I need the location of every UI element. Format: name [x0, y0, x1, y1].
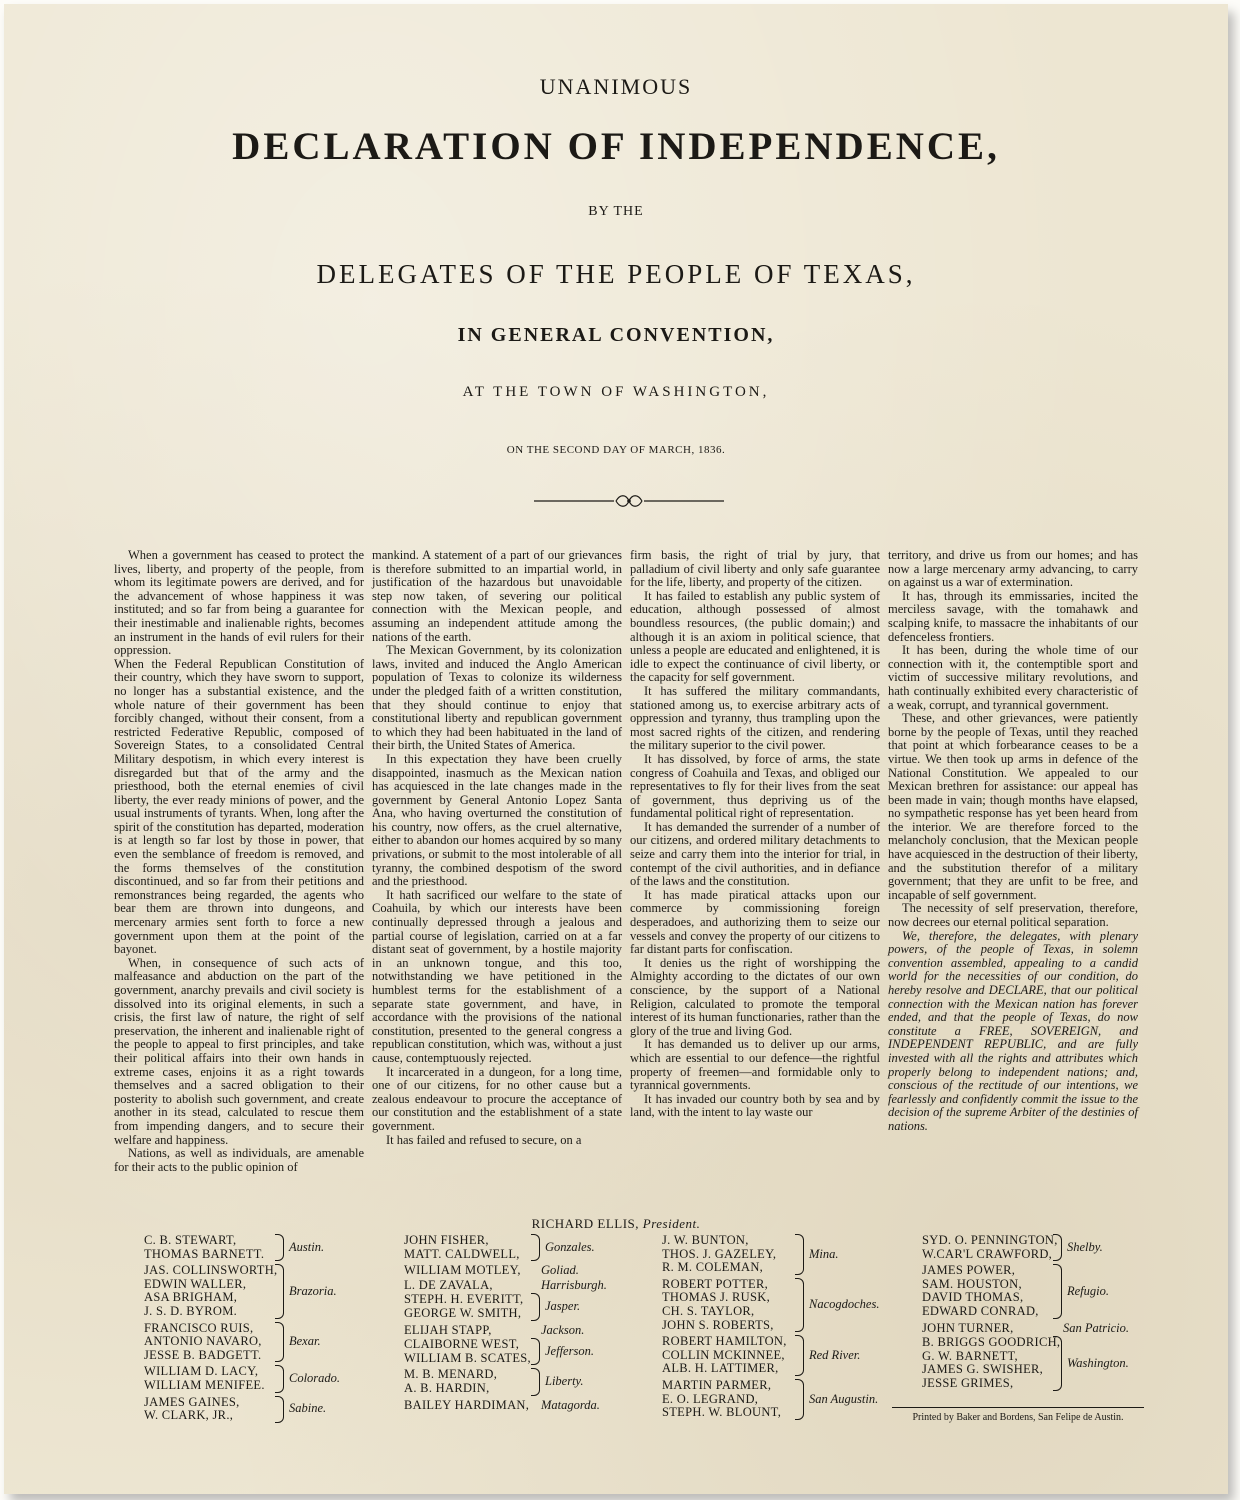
signer-names	[144, 1396, 374, 1423]
delegate-place: Shelby.	[1067, 1239, 1103, 1254]
signer-name: WILLIAM MOTLEY,	[404, 1263, 521, 1278]
header-delegates: DELEGATES OF THE PEOPLE OF TEXAS,	[316, 259, 916, 289]
header-town: AT THE TOWN OF WASHINGTON,	[462, 384, 770, 400]
signer-name: EDWARD CONRAD,	[922, 1303, 1039, 1318]
paragraph: It has invaded our country both by sea and by land, with the intent to lay waste our	[630, 1091, 880, 1120]
signature-group	[404, 1234, 634, 1261]
signer-name: MATT. CALDWELL,	[404, 1246, 520, 1261]
delegate-place: Nacogdoches.	[809, 1297, 880, 1312]
paragraph: It hath sacrificed our welfare to the state of Coahuila, by which our interests have been continually depressed through a jealous and partial course of legislation, carried on at a far distant seat of government, by a hostile majority in an unknown tongue, and this too, notwithstanding we have petitioned in the humblest terms for the establishment of a separate state government, and have, in accordance with the provisions of the national constitution, presented to the general congress a republican constitution, which was, without a just cause, contemptuously rejected.	[372, 887, 622, 1065]
signer-name: R. M. COLEMAN,	[662, 1260, 764, 1275]
paragraph: When, in consequence of such acts of malfeasance and abduction on the part of the government, anarchy prevails and civil society is dissolved into its original elements, in such a crisis, the first law of nature, the right of self preservation, the inherent and inalienable right of the people to appeal to first principles, and take their political affairs into their own hands in extreme cases, enjoins it as a right towards themselves and a sacred obligation to their posterity to abolish such government, and create another in its stead, calculated to rescue them from impending dangers, and to secure their welfare and happiness.	[114, 955, 364, 1147]
signature-group	[144, 1396, 374, 1423]
signer-name: A. B. HARDIN,	[404, 1380, 490, 1395]
signer-name: B. BRIGGS GOODRICH,	[922, 1335, 1061, 1350]
signature-group	[404, 1338, 634, 1365]
paragraph: territory, and drive us from our homes; and has now a large mercenary army advancing, to carry on against us a war of extermination.	[888, 548, 1138, 590]
delegate-place: Colorado.	[289, 1371, 341, 1386]
delegate-place: Jasper.	[545, 1299, 581, 1314]
signature-group	[404, 1399, 634, 1413]
signer-name: L. DE ZAVALA,	[404, 1277, 493, 1292]
paragraph: It has been, during the whole time of our connection with it, the contemptible sport and victim of successive military revolutions, and hath continually exhibited every characteristic of a weak, corrupt, and tyrannical government.	[888, 643, 1138, 712]
brace-icon	[795, 1335, 804, 1376]
signature-group	[662, 1335, 892, 1376]
brace-icon	[1053, 1264, 1062, 1318]
paragraph: mankind. A statement of a part of our grievances is therefore submitted to an impartial world, in justification of the hazardous but unavoidable step now taken, of severing our political connection with the Mexican people, and assuming an independent attitude among the nations of the earth.	[372, 548, 622, 644]
delegate-place: Jefferson.	[545, 1343, 594, 1358]
signature-group	[662, 1234, 892, 1275]
signature-group	[404, 1293, 634, 1320]
delegate-place: Matagorda.	[541, 1397, 600, 1412]
signature-group	[144, 1234, 374, 1261]
brace-icon	[1053, 1234, 1062, 1261]
signer-name: ANTONIO NAVARO,	[144, 1334, 262, 1349]
signer-name: WILLIAM D. LACY,	[144, 1364, 259, 1379]
signer-names	[404, 1264, 634, 1278]
brace-icon	[531, 1234, 540, 1261]
body-column-4	[888, 549, 1138, 1134]
delegate-place: Refugio.	[1067, 1283, 1110, 1298]
paragraph: It has failed and refused to secure, on a	[386, 1132, 582, 1147]
brace-icon	[1053, 1336, 1062, 1390]
signer-name: ALB. H. LATTIMER,	[662, 1361, 779, 1376]
paragraph: It has demanded us to deliver up our arms, which are essential to our defence—the rightful property of freemen—and formidable only to tyrannical governments.	[630, 1037, 880, 1093]
signer-name: W.CAR'L CRAWFORD,	[922, 1246, 1053, 1261]
printer-imprint: Printed by Baker and Bordens, San Felipe de Austin.	[912, 1412, 1124, 1423]
delegate-place: Gonzales.	[545, 1239, 595, 1254]
delegate-place: Red River.	[809, 1347, 861, 1362]
signer-name: ROBERT HAMILTON,	[662, 1334, 787, 1349]
delegate-place: Jackson.	[541, 1322, 585, 1337]
signer-names	[404, 1338, 634, 1365]
signer-name: FRANCISCO RUIS,	[144, 1320, 254, 1335]
signature-group	[144, 1365, 374, 1392]
signature-group	[662, 1379, 892, 1420]
paragraph: In this expectation they have been cruelly disappointed, inasmuch as the Mexican nation has acquiesced in the late changes made in the government by General Antonio Lopez Santa Ana, who having overturned the constitution of his country, now offers, as the cruel alternative, either to abandon our homes acquired by so many privations, or submit to the most intolerable of all tyranny, the combined despotism of the sword and the priesthood.	[372, 751, 622, 889]
brace-icon	[531, 1368, 540, 1395]
signer-name: J. W. BUNTON,	[662, 1233, 749, 1247]
signer-name: THOMAS J. RUSK,	[662, 1290, 770, 1305]
signer-name: THOMAS BARNETT.	[144, 1246, 265, 1261]
signer-name: STEPH. W. BLOUNT,	[662, 1405, 782, 1420]
delegate-place: Harrisburgh.	[541, 1277, 607, 1292]
signer-name: JESSE GRIMES,	[922, 1375, 1014, 1390]
signer-names	[144, 1264, 374, 1318]
signer-name: EDWIN WALLER,	[144, 1276, 247, 1291]
signer-name: ASA BRIGHAM,	[144, 1290, 238, 1305]
signature-group	[404, 1279, 634, 1293]
signer-names	[922, 1264, 1152, 1318]
body-column-3	[630, 549, 880, 1120]
delegate-place: San Augustin.	[809, 1391, 879, 1406]
paragraph: It has, through its emmissaries, incited the merciless savage, with the tomahawk and scalping knife, to massacre the inhabitants of our defenceless frontiers.	[888, 588, 1138, 644]
signature-group	[404, 1324, 634, 1338]
brace-icon	[795, 1234, 804, 1275]
brace-icon	[795, 1278, 804, 1332]
ornament-divider-icon	[534, 492, 724, 508]
delegate-place: Liberty.	[545, 1374, 584, 1389]
signer-name: J. S. D. BYROM.	[144, 1303, 238, 1318]
signer-names	[404, 1234, 634, 1261]
body-column-1	[114, 549, 364, 1174]
signer-name: MARTIN PARMER,	[662, 1378, 772, 1392]
signer-names	[144, 1322, 374, 1363]
signer-name: ELIJAH STAPP,	[404, 1322, 492, 1337]
signature-group	[144, 1322, 374, 1363]
signer-name: JAMES GAINES,	[144, 1394, 240, 1409]
page-title: DECLARATION OF INDEPENDENCE,	[232, 125, 1000, 168]
signer-name: GEORGE W. SMITH,	[404, 1305, 522, 1320]
paragraph: It has dissolved, by force of arms, the state congress of Coahuila and Texas, and obliged our representatives to fly for their lives from the seat of government, thus depriving us of the fundamental political right of representation.	[630, 751, 880, 821]
brace-icon	[275, 1234, 284, 1261]
signer-name: COLLIN MCKINNEE,	[662, 1347, 785, 1362]
signer-name: BAILEY HARDIMAN,	[404, 1397, 530, 1412]
signer-name: JAMES POWER,	[922, 1263, 1016, 1278]
delegate-place: Brazoria.	[289, 1283, 337, 1298]
paragraph: It has failed to establish any public system of education, although possessed of almost boundless resources, (the public domain;) and although it is an axiom in political science, that unless a people are educated and enlightened, it is idle to expect the continuance of civil liberty, or the capacity for self government.	[630, 588, 880, 685]
brace-icon	[275, 1396, 284, 1423]
signature-group	[144, 1264, 374, 1318]
paragraph: The necessity of self preservation, therefore, now decrees our eternal political separation.	[888, 901, 1138, 930]
delegate-place: Goliad.	[541, 1263, 579, 1278]
signer-names	[144, 1234, 374, 1261]
paragraph: It incarcerated in a dungeon, for a long time, one of our citizens, for no other cause but a zealous endeavour to procure the acceptance of our constitution and the establishment of a state government.	[372, 1064, 622, 1133]
brace-icon	[531, 1293, 540, 1320]
signature-group	[404, 1264, 634, 1278]
brace-icon	[795, 1379, 804, 1420]
paragraph: These, and other grievances, were patiently borne by the people of Texas, until they reached that point at which forbearance ceases to be a virtue. We then took up arms in defence of the National Constitution. We appealed to our Mexican brethren for assistance: our appeal has been made in vain; though months have elapsed, no sympathetic response has yet been heard from the interior. We are therefore forced to the melancholy conclusion, that the Mexican people have acquiesced in the destruction of their liberty, and the substitution therefor of a military government; that they are unfit to be free, and incapable of self government.	[888, 711, 1138, 902]
signer-name: THOS. J. GAZELEY,	[662, 1246, 777, 1261]
signature-group	[922, 1234, 1152, 1261]
delegate-place: Austin.	[289, 1239, 325, 1254]
header-date: ON THE SECOND DAY OF MARCH, 1836.	[506, 444, 726, 456]
paragraph: It has made piratical attacks upon our commerce by commissioning foreign desperadoes, and authorizing them to seize our vessels and convey the property of our citizens to far distant parts for confiscation.	[630, 887, 880, 957]
header-by-the: BY THE	[588, 204, 644, 219]
brace-icon	[275, 1322, 284, 1363]
paragraph: When a government has ceased to protect the lives, liberty, and property of the people, from whom its legitimate powers are derived, and for the advancement of whose happiness it was instituted; and so far from being a guarantee for their inestimable and inalienable rights, becomes an instrument in the hands of evil rulers for their oppression.	[114, 548, 364, 658]
signer-name: DAVID THOMAS,	[922, 1290, 1024, 1305]
signer-names	[404, 1293, 634, 1320]
delegate-place: Sabine.	[289, 1401, 327, 1416]
brace-icon	[531, 1338, 540, 1365]
body-column-2	[372, 549, 622, 1147]
signer-name: WILLIAM MENIFEE.	[144, 1377, 265, 1392]
signer-names	[662, 1234, 892, 1275]
delegate-place: Washington.	[1067, 1355, 1129, 1370]
signer-name: JOHN TURNER,	[922, 1320, 1014, 1335]
signer-name: G. W. BARNETT,	[922, 1348, 1018, 1363]
signer-names	[404, 1324, 634, 1338]
president-line	[4, 1216, 1228, 1232]
signer-name: JAMES G. SWISHER,	[922, 1362, 1044, 1377]
president-title: President.	[642, 1216, 701, 1231]
brace-icon	[275, 1264, 284, 1318]
signer-name: E. O. LEGRAND,	[662, 1391, 759, 1406]
signer-name: M. B. MENARD,	[404, 1367, 498, 1382]
paragraph: Nations, as well as individuals, are amenable for their acts to the public opinion of	[114, 1146, 364, 1174]
signer-name: WILLIAM B. SCATES,	[404, 1350, 531, 1365]
header-convention: IN GENERAL CONVENTION,	[457, 324, 775, 346]
signer-name: JOHN FISHER,	[404, 1233, 489, 1247]
paragraph: It has suffered the military commandants, stationed among us, to exercise arbitrary acts of oppression and tyranny, thus trampling upon the most sacred rights of the citizen, and rendering the military superior to the civil power.	[630, 683, 880, 753]
paragraph: The Mexican Government, by its colonization laws, invited and induced the Anglo American population of Texas to colonize its wilderness under the pledged faith of a written constitution, that they should continue to enjoy that constitutional liberty and republican government to which they had been habituated in the land of their birth, the United States of America.	[372, 643, 622, 753]
signer-names	[404, 1368, 634, 1395]
signer-name: JOHN S. ROBERTS,	[662, 1317, 774, 1332]
paragraph: When the Federal Republican Constitution of their country, which they have sworn to support, no longer has a substantial existence, and the whole nature of their government has been forcibly changed, without their consent, from a restricted Federative Republic, composed of Sovereign States, to a consolidated Central Military despotism, in which every interest is disregarded but that of the army and the priesthood, both the eternal enemies of civil liberty, the ever ready minions of power, and the usual instruments of tyrants. When, long after the spirit of the constitution has departed, moderation is at length so far lost by those in power, that even the semblance of freedom is removed, and the forms themselves of the constitution discontinued, and so far from their petitions and remonstrances being regarded, the agents who bear them are thrown into dungeons, and mercenary armies sent forth to force a new government upon them at the point of the bayonet.	[114, 656, 364, 957]
signer-name: STEPH. H. EVERITT,	[404, 1292, 524, 1307]
signature-group	[922, 1322, 1152, 1336]
signer-name: C. B. STEWART,	[144, 1233, 237, 1247]
paragraph: It denies us the right of worshipping the Almighty according to the dictates of our own conscience, by the support of a National Religion, calculated to promote the temporal interest of its human functionaries, rather than the glory of the true and living God.	[630, 955, 880, 1038]
header-unanimous: UNANIMOUS	[539, 74, 693, 99]
delegate-place: San Patricio.	[1063, 1320, 1129, 1335]
president-name: RICHARD ELLIS,	[531, 1216, 640, 1231]
divider	[892, 1407, 1144, 1408]
signer-names	[922, 1234, 1152, 1261]
delegate-place: Mina.	[809, 1246, 839, 1261]
declaration-paragraph: We, therefore, the delegates, with plenary powers, of the people of Texas, in solemn convention assembled, appealing to a candid world for the necessities of our condition, do hereby resolve and DECLARE, that our political connection with the Mexican nation has forever ended, and that the people of Texas, do now constitute a FREE, SOVEREIGN, and INDEPENDENT REPUBLIC, and are fully invested with all the rights and attributes which properly belong to independent nations; and, conscious of the rectitude of our intentions, we fearlessly and confidently commit the issue to the decision of the supreme Arbiter of the destinies of nations.	[888, 928, 1138, 1133]
paragraph: firm basis, the right of trial by jury, that palladium of civil liberty and only safe guarantee for the life, liberty, and property of the citizen.	[630, 548, 880, 590]
delegate-place: Bexar.	[289, 1334, 321, 1349]
signer-name: ROBERT POTTER,	[662, 1276, 769, 1291]
paragraph: It has demanded the surrender of a number of our citizens, and ordered military detachments to seize and carry them into the interior for trial, in contempt of the civil authorities, and in defiance of the laws and the constitution.	[630, 819, 880, 889]
signer-name: CH. S. TAYLOR,	[662, 1303, 755, 1318]
brace-icon	[275, 1365, 284, 1392]
signer-name: SAM. HOUSTON,	[922, 1276, 1022, 1291]
signer-name: JAS. COLLINSWORTH,	[144, 1263, 278, 1278]
signer-name: JESSE B. BADGETT.	[144, 1347, 262, 1362]
document-sheet	[4, 4, 1228, 1494]
signature-group	[662, 1278, 892, 1332]
signer-name: W. CLARK, JR.,	[144, 1408, 234, 1423]
signature-group	[404, 1368, 634, 1395]
signature-group	[922, 1264, 1152, 1318]
signer-name: CLAIBORNE WEST,	[404, 1337, 520, 1352]
signature-group	[922, 1336, 1152, 1390]
signer-name: SYD. O. PENNINGTON,	[922, 1233, 1058, 1247]
